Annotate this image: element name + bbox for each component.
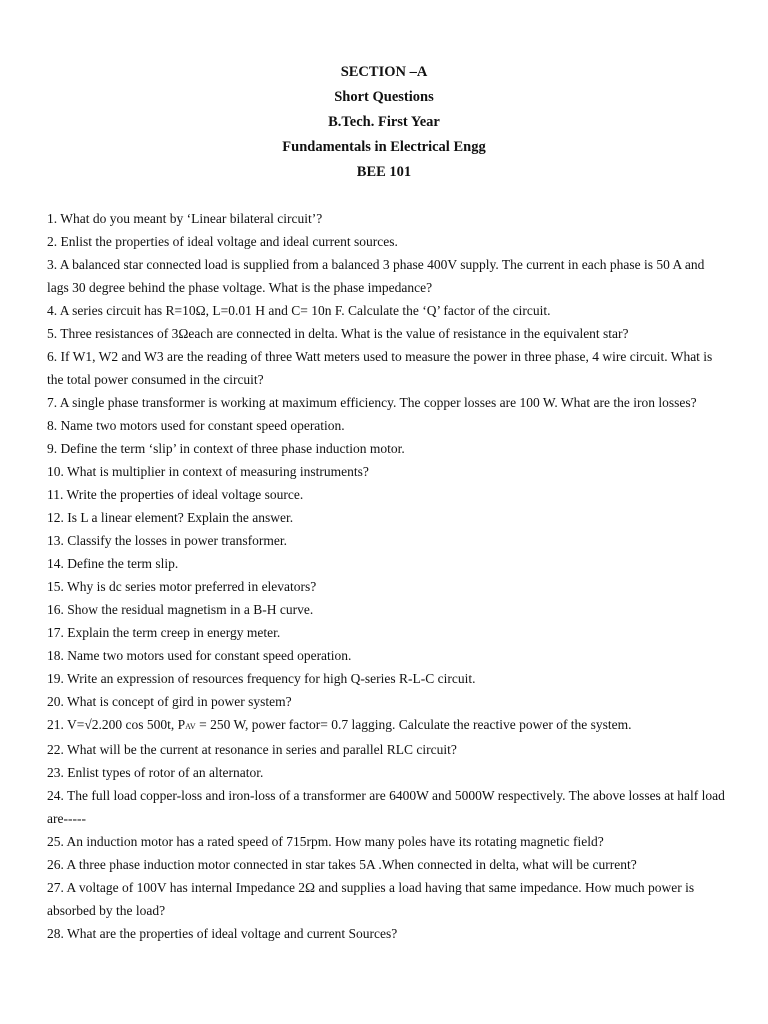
question-item: 14. Define the term slip. xyxy=(47,556,179,571)
document-header xyxy=(0,60,768,185)
question-item: 23. Enlist types of rotor of an alternator. xyxy=(47,765,264,780)
question-item: 7. A single phase transformer is working at maximum efficiency. The copper losses are 100 W. What are the iron losses? xyxy=(47,395,697,410)
question-item: 10. What is multiplier in context of measuring instruments? xyxy=(47,464,369,479)
question-item: 22. What will be the current at resonance in series and parallel RLC circuit? xyxy=(47,742,457,757)
question-list xyxy=(47,207,727,945)
question-item: 13. Classify the losses in power transformer. xyxy=(47,533,287,548)
question-item: 3. A balanced star connected load is supplied from a balanced 3 phase 400V supply. The current in each phase is 50 A and lags 30 degree behind the phase voltage. What is the phase impedance? xyxy=(47,257,705,295)
question-item: 20. What is concept of gird in power system? xyxy=(47,694,292,709)
question-item: 8. Name two motors used for constant speed operation. xyxy=(47,418,345,433)
power-subscript: AV xyxy=(185,722,196,731)
course-code-heading: BEE 101 xyxy=(356,164,412,180)
question-item: 16. Show the residual magnetism in a B-H curve. xyxy=(47,602,314,617)
question-item: 26. A three phase induction motor connected in star takes 5A .When connected in delta, what will be current? xyxy=(47,857,637,872)
subtitle-heading: Short Questions xyxy=(334,89,434,105)
question-item: 24. The full load copper-loss and iron-loss of a transformer are 6400W and 5000W respectively. The above losses at half load are----- xyxy=(47,788,725,826)
question-item: 25. An induction motor has a rated speed of 715rpm. How many poles have its rotating magnetic field? xyxy=(47,834,604,849)
question-item: 15. Why is dc series motor preferred in elevators? xyxy=(47,579,317,594)
question-item: 27. A voltage of 100V has internal Impedance 2Ω and supplies a load having that same impedance. How much power is absorbed by the load? xyxy=(47,880,695,918)
question-item: 5. Three resistances of 3Ωeach are connected in delta. What is the value of resistance in the equivalent star? xyxy=(47,326,629,341)
question-21-rest: = 250 W, power factor= 0.7 lagging. Calculate the reactive power of the system. xyxy=(195,717,632,732)
question-item: 17. Explain the term creep in energy meter. xyxy=(47,625,281,640)
section-heading: SECTION –A xyxy=(340,64,428,80)
question-item: 2. Enlist the properties of ideal voltage and ideal current sources. xyxy=(47,234,398,249)
question-item-21 xyxy=(47,713,727,738)
question-item: 18. Name two motors used for constant speed operation. xyxy=(47,648,352,663)
question-item: 12. Is L a linear element? Explain the answer. xyxy=(47,510,294,525)
question-item: 6. If W1, W2 and W3 are the reading of three Watt meters used to measure the power in three phase, 4 wire circuit. What is the total power consumed in the circuit? xyxy=(47,349,713,387)
course-heading: Fundamentals in Electrical Engg xyxy=(282,139,486,155)
program-heading: B.Tech. First Year xyxy=(328,114,440,130)
question-item: 11. Write the properties of ideal voltage source. xyxy=(47,487,304,502)
question-21-lead: 21. V=√2.200 cos 500t, P xyxy=(47,717,186,732)
question-item: 19. Write an expression of resources frequency for high Q-series R-L-C circuit. xyxy=(47,671,476,686)
question-item: 1. What do you meant by ‘Linear bilateral circuit’? xyxy=(47,211,323,226)
question-item: 9. Define the term ‘slip’ in context of three phase induction motor. xyxy=(47,441,405,456)
question-item: 4. A series circuit has R=10Ω, L=0.01 H and C= 10n F. Calculate the ‘Q’ factor of the circuit. xyxy=(47,303,551,318)
question-item: 28. What are the properties of ideal voltage and current Sources? xyxy=(47,926,398,941)
